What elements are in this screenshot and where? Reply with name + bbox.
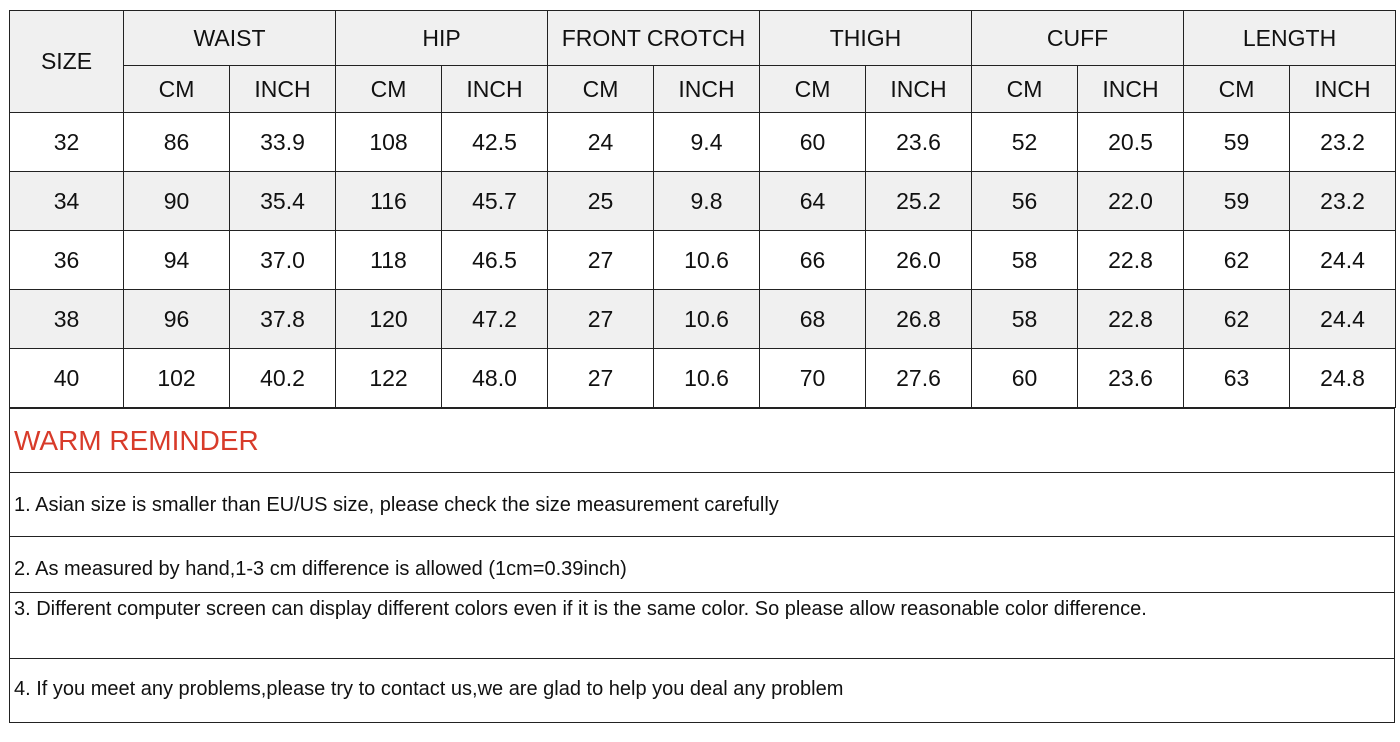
measurement-cell: 20.5	[1078, 113, 1184, 172]
measurement-cell: 22.8	[1078, 231, 1184, 290]
measurement-cell: 42.5	[442, 113, 548, 172]
measurement-cell: 58	[972, 231, 1078, 290]
size-table-body	[10, 113, 1396, 408]
measurement-cell: 24.4	[1290, 290, 1396, 349]
measurement-cell: 22.0	[1078, 172, 1184, 231]
measurement-cell: 59	[1184, 113, 1290, 172]
size-column-header: SIZE	[10, 11, 124, 113]
group-header-cuff: CUFF	[972, 11, 1184, 66]
measurement-cell: 120	[336, 290, 442, 349]
unit-header-inch: INCH	[442, 66, 548, 113]
measurement-cell: 27	[548, 231, 654, 290]
measurement-cell: 116	[336, 172, 442, 231]
measurement-cell: 24.4	[1290, 231, 1396, 290]
measurement-cell: 24.8	[1290, 349, 1396, 408]
unit-header-inch: INCH	[230, 66, 336, 113]
measurement-cell: 37.8	[230, 290, 336, 349]
unit-header-inch: INCH	[866, 66, 972, 113]
measurement-cell: 9.4	[654, 113, 760, 172]
unit-header-cm: CM	[760, 66, 866, 113]
measurement-cell: 35.4	[230, 172, 336, 231]
measurement-cell: 90	[124, 172, 230, 231]
measurement-cell: 56	[972, 172, 1078, 231]
measurement-cell: 94	[124, 231, 230, 290]
table-row	[10, 113, 1396, 172]
unit-header-inch: INCH	[1078, 66, 1184, 113]
measurement-cell: 60	[760, 113, 866, 172]
unit-header-inch: INCH	[1290, 66, 1396, 113]
measurement-cell: 60	[972, 349, 1078, 408]
table-row	[10, 290, 1396, 349]
reminder-note: 2. As measured by hand,1-3 cm difference is allowed (1cm=0.39inch)	[10, 536, 1394, 592]
measurement-cell: 64	[760, 172, 866, 231]
unit-header-cm: CM	[972, 66, 1078, 113]
measurement-cell: 23.2	[1290, 113, 1396, 172]
group-header-front-crotch: FRONT CROTCH	[548, 11, 760, 66]
measurement-cell: 24	[548, 113, 654, 172]
measurement-cell: 37.0	[230, 231, 336, 290]
measurement-cell: 26.8	[866, 290, 972, 349]
measurement-cell: 40.2	[230, 349, 336, 408]
measurement-cell: 9.8	[654, 172, 760, 231]
measurement-cell: 102	[124, 349, 230, 408]
measurement-cell: 23.6	[1078, 349, 1184, 408]
measurement-cell: 23.6	[866, 113, 972, 172]
size-table	[9, 10, 1396, 408]
measurement-cell: 59	[1184, 172, 1290, 231]
unit-header-cm: CM	[1184, 66, 1290, 113]
measurement-cell: 66	[760, 231, 866, 290]
measurement-cell: 96	[124, 290, 230, 349]
measurement-cell: 27	[548, 349, 654, 408]
reminder-title: WARM REMINDER	[10, 408, 1394, 472]
measurement-cell: 10.6	[654, 349, 760, 408]
measurement-cell: 22.8	[1078, 290, 1184, 349]
reminder-note: 1. Asian size is smaller than EU/US size, please check the size measurement carefully	[10, 472, 1394, 536]
measurement-cell: 52	[972, 113, 1078, 172]
measurement-cell: 45.7	[442, 172, 548, 231]
measurement-cell: 70	[760, 349, 866, 408]
unit-header-cm: CM	[124, 66, 230, 113]
unit-header-inch: INCH	[654, 66, 760, 113]
table-row	[10, 231, 1396, 290]
measurement-cell: 10.6	[654, 231, 760, 290]
measurement-cell: 48.0	[442, 349, 548, 408]
reminder-note: 4. If you meet any problems,please try to contact us,we are glad to help you deal any problem	[10, 658, 1394, 722]
measurement-cell: 10.6	[654, 290, 760, 349]
measurement-cell: 27.6	[866, 349, 972, 408]
group-header-length: LENGTH	[1184, 11, 1396, 66]
reminder-note: 3. Different computer screen can display different colors even if it is the same color. So please allow reasonable color difference.	[10, 592, 1394, 658]
table-row	[10, 172, 1396, 231]
size-cell: 36	[10, 231, 124, 290]
unit-header-cm: CM	[336, 66, 442, 113]
size-cell: 34	[10, 172, 124, 231]
measurement-cell: 27	[548, 290, 654, 349]
measurement-cell: 26.0	[866, 231, 972, 290]
size-chart	[9, 10, 1395, 723]
size-cell: 32	[10, 113, 124, 172]
measurement-cell: 25	[548, 172, 654, 231]
group-header-thigh: THIGH	[760, 11, 972, 66]
measurement-cell: 108	[336, 113, 442, 172]
measurement-cell: 58	[972, 290, 1078, 349]
table-row	[10, 349, 1396, 408]
group-header-hip: HIP	[336, 11, 548, 66]
measurement-cell: 46.5	[442, 231, 548, 290]
measurement-cell: 86	[124, 113, 230, 172]
warm-reminder	[9, 408, 1395, 723]
size-cell: 38	[10, 290, 124, 349]
measurement-cell: 118	[336, 231, 442, 290]
measurement-cell: 62	[1184, 231, 1290, 290]
size-cell: 40	[10, 349, 124, 408]
group-header-waist: WAIST	[124, 11, 336, 66]
measurement-cell: 63	[1184, 349, 1290, 408]
measurement-cell: 33.9	[230, 113, 336, 172]
measurement-cell: 47.2	[442, 290, 548, 349]
measurement-cell: 62	[1184, 290, 1290, 349]
measurement-cell: 68	[760, 290, 866, 349]
measurement-cell: 122	[336, 349, 442, 408]
measurement-cell: 23.2	[1290, 172, 1396, 231]
measurement-cell: 25.2	[866, 172, 972, 231]
unit-header-cm: CM	[548, 66, 654, 113]
